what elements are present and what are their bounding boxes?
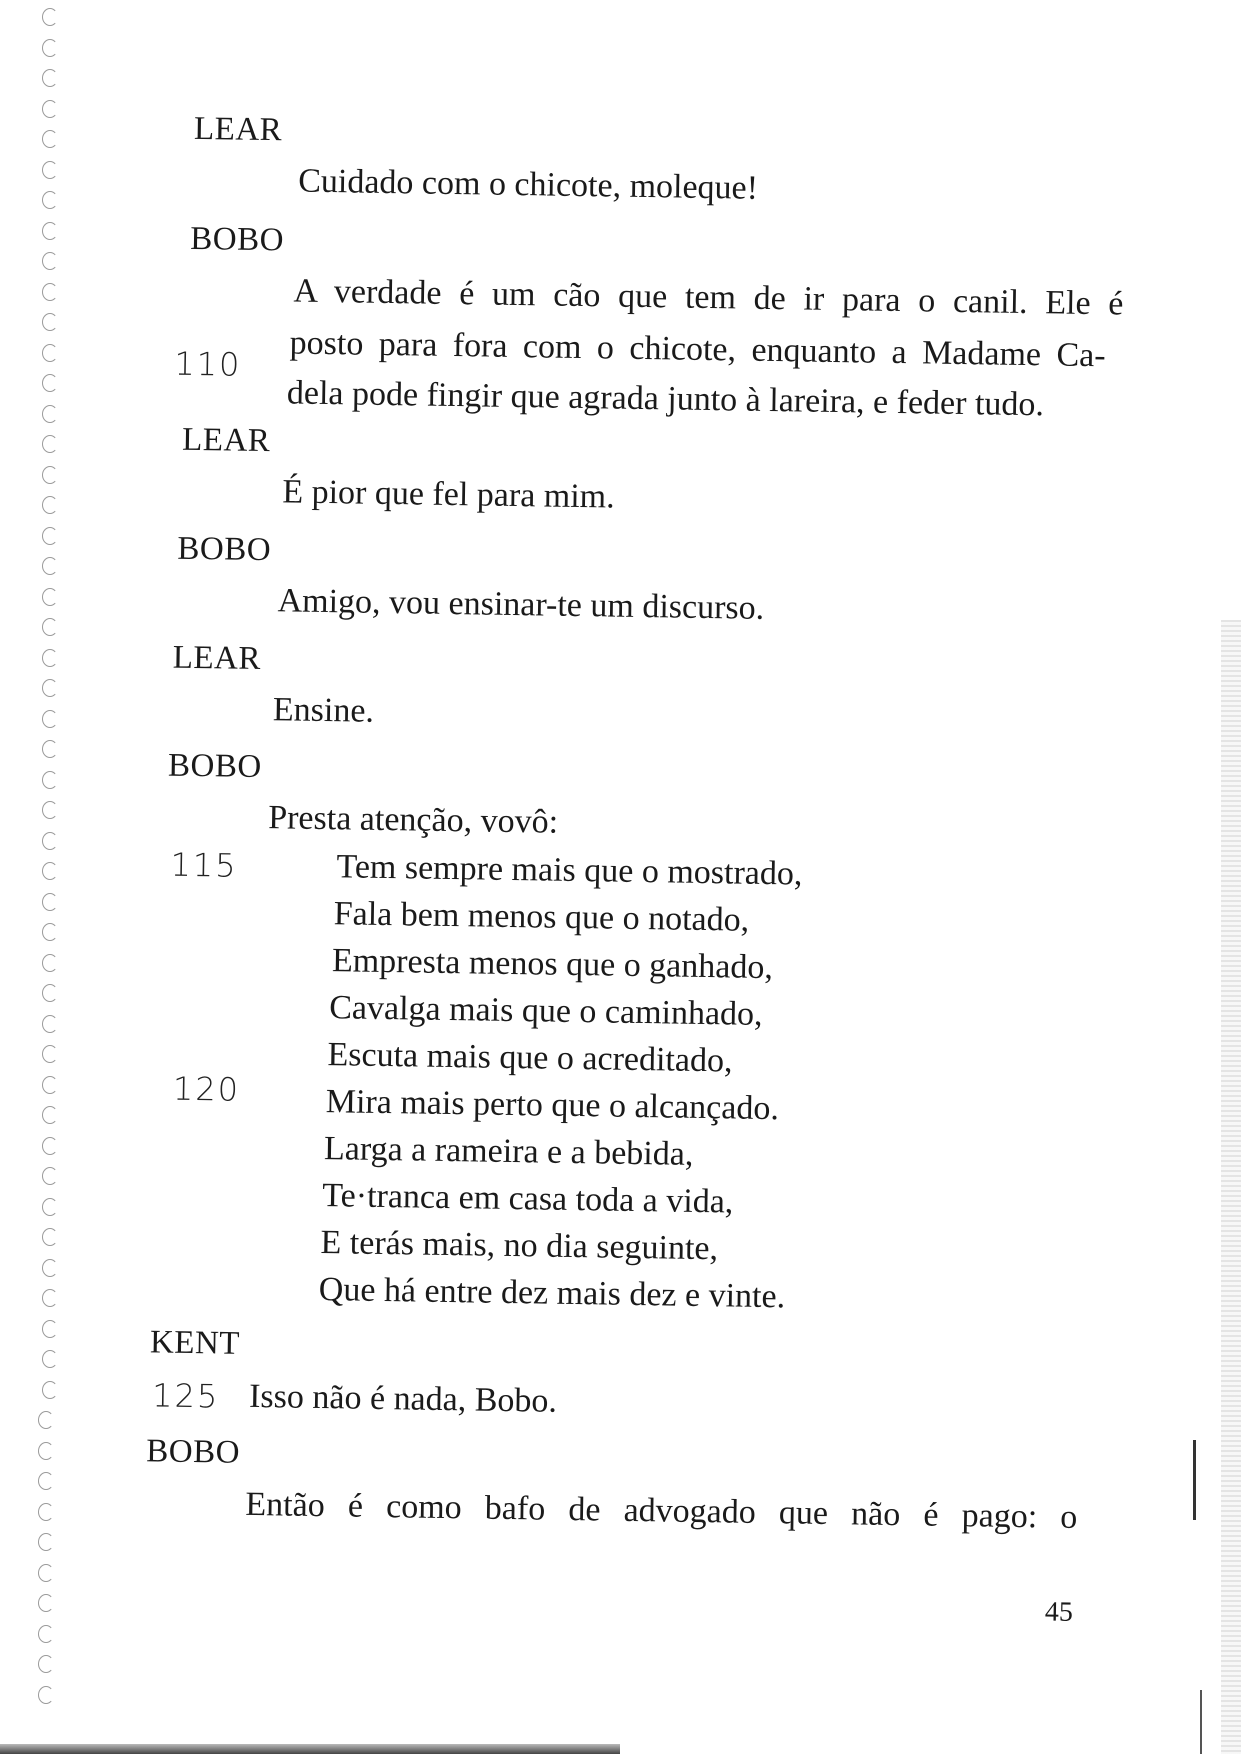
speaker-label: LEAR	[172, 639, 262, 678]
speaker-label: BOBO	[177, 530, 272, 569]
dialogue-line: Ensine.	[272, 691, 375, 730]
verse-line: Larga a rameira e a bebida,	[323, 1130, 694, 1173]
verse-line: Mira mais perto que o alcançado.	[325, 1083, 780, 1128]
dialogue-line: dela pode fingir que agrada junto à lareira, e feder tudo.	[286, 374, 1045, 424]
dialogue-line: Cuidado com o chicote, moleque!	[297, 162, 759, 207]
dialogue-line: É pior que fel para mim.	[282, 473, 615, 516]
speaker-label: KENT	[149, 1324, 241, 1362]
line-number-annotation: 115	[170, 845, 238, 885]
line-number-annotation: 125	[151, 1376, 220, 1416]
speaker-label: LEAR	[193, 110, 283, 149]
speaker-label: LEAR	[181, 421, 271, 460]
verse-line: Cavalga mais que o caminhado,	[328, 989, 763, 1033]
line-number-annotation: 110	[174, 344, 242, 384]
page-number: 45	[1044, 1596, 1074, 1628]
verse-line: Fala bem menos que o notado,	[333, 895, 750, 939]
dialogue-line: Isso não é nada, Bobo.	[248, 1377, 558, 1420]
dialogue-line: posto para fora com o chicote, enquanto a Madame Ca-	[289, 324, 1106, 375]
verse-line: Tem sempre mais que o mostrado,	[336, 848, 803, 893]
speaker-label: BOBO	[167, 747, 263, 786]
verse-line: Escuta mais que o acreditado,	[327, 1036, 733, 1080]
verse-line: Empresta menos que o ganhado,	[331, 942, 774, 987]
verse-line: Que há entre dez mais dez e vinte.	[318, 1271, 786, 1316]
speaker-label: BOBO	[190, 220, 285, 259]
line-number-annotation: 120	[172, 1069, 241, 1109]
verse-line: E terás mais, no dia seguinte,	[320, 1224, 719, 1268]
dialogue-line: Amigo, vou ensinar-te um discurso.	[277, 582, 765, 627]
dialogue-line: Então é como bafo de advogado que não é pago: o	[245, 1485, 1078, 1536]
dialogue-line: A verdade é um cão que tem de ir para o canil. Ele é	[293, 272, 1124, 323]
verse-line: Te·tranca em casa toda a vida,	[322, 1177, 734, 1221]
dialogue-line: Presta atenção, vovô:	[267, 799, 559, 841]
speaker-label: BOBO	[145, 1433, 241, 1471]
